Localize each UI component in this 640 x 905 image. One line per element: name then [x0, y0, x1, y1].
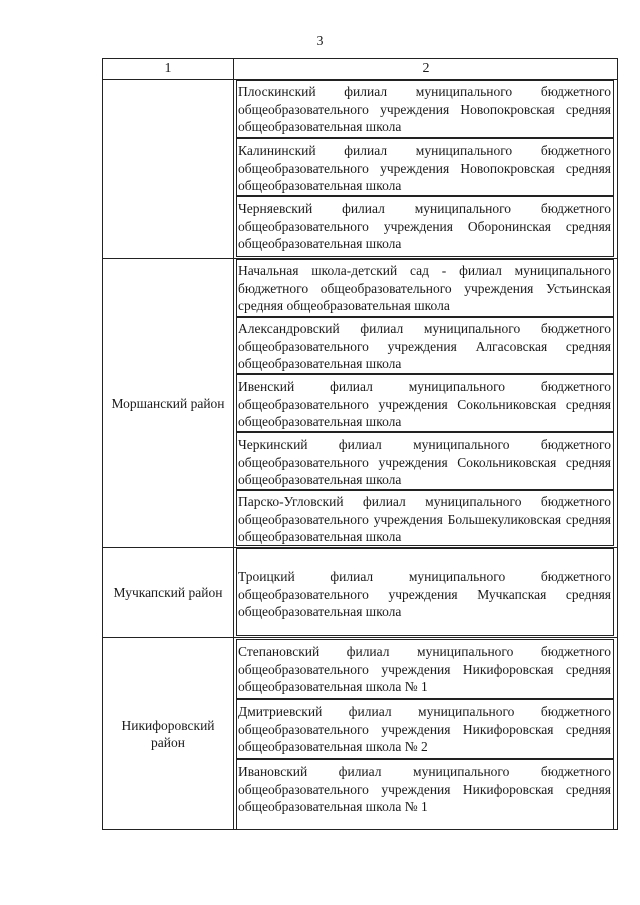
district-cell: Мучкапский район [113, 585, 223, 600]
page-number: 3 [316, 34, 324, 49]
branch-entry: Ивенский филиал муниципального бюджетного общеобразовательного учреждения Сокольниковская средняя общеобразовательная школа [238, 379, 611, 429]
column-header-1: 1 [164, 61, 172, 76]
branch-entry: Плоскинский филиал муниципального бюджетного общеобразовательного учреждения Новопокровская средняя общеобразовательная школа [238, 84, 611, 134]
branch-entry: Дмитриевский филиал муниципального бюджетного общеобразовательного учреждения Никифоровская средняя общеобразовательная школа № 2 [238, 704, 611, 754]
branch-entry: Начальная школа-детский сад - филиал муниципального бюджетного общеобразовательного учреждения Устьинская средняя общеобразовательная школа [238, 263, 611, 313]
branch-entry: Калининский филиал муниципального бюджетного общеобразовательного учреждения Новопокровская средняя общеобразовательная школа [238, 143, 611, 193]
district-cell [103, 80, 233, 258]
branch-entry: Ивановский филиал муниципального бюджетного общеобразовательного учреждения Никифоровская средняя общеобразовательная школа № 1 [238, 764, 611, 814]
branch-entry: Парско-Угловский филиал муниципального бюджетного общеобразовательного учреждения Большекуликовская средняя общеобразовательная школа [238, 494, 611, 544]
branch-entry: Черкинский филиал муниципального бюджетного общеобразовательного учреждения Сокольниковская средняя общеобразовательная школа [238, 437, 611, 487]
district-cell: Моршанский район [111, 395, 225, 411]
branch-entry: Александровский филиал муниципального бюджетного общеобразовательного учреждения Алгасовская средняя общеобразовательная школа [238, 321, 611, 371]
branch-entry: Степановский филиал муниципального бюджетного общеобразовательного учреждения Никифоровская средняя общеобразовательная школа № 1 [238, 644, 611, 694]
column-divider [233, 59, 234, 829]
branch-entry: Троицкий филиал муниципального бюджетного общеобразовательного учреждения Мучкапская средняя общеобразовательная школа [238, 569, 611, 619]
column-header-2: 2 [422, 61, 430, 76]
branch-entry: Черняевский филиал муниципального бюджетного общеобразовательного учреждения Оборонинская средняя общеобразовательная школа [238, 201, 611, 251]
district-cell: Никифоровский район [121, 718, 215, 750]
branch-table [102, 58, 618, 830]
